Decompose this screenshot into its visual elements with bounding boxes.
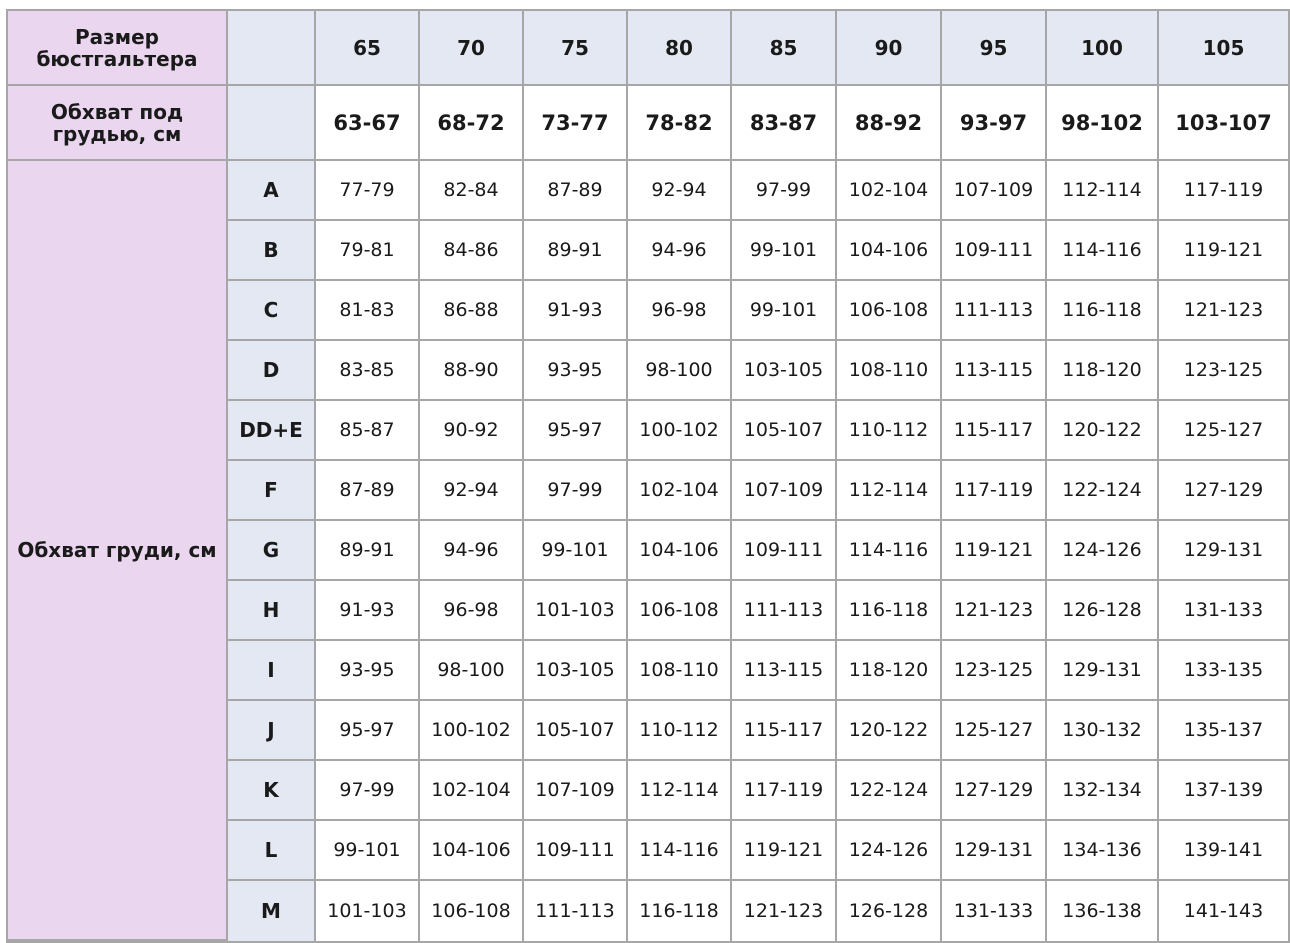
underbust-range-cell: 68-72: [420, 86, 524, 161]
chest-range-cell: 105-107: [732, 401, 837, 461]
underbust-row: [8, 86, 1288, 161]
chest-range-cell: 104-106: [837, 221, 942, 281]
chest-range-cell: 127-129: [942, 761, 1047, 821]
chest-range-cell: 121-123: [1159, 281, 1288, 341]
size-header-cell: 90: [837, 11, 942, 86]
chest-range-cell: 101-103: [316, 881, 420, 941]
size-header-cell: 80: [628, 11, 732, 86]
chest-range-cell: 125-127: [942, 701, 1047, 761]
cup-cell: G: [228, 521, 316, 581]
chest-range-cell: 91-93: [316, 581, 420, 641]
chest-range-cell: 79-81: [316, 221, 420, 281]
chest-range-cell: 103-105: [732, 341, 837, 401]
chest-range-cell: 124-126: [1047, 521, 1159, 581]
chest-range-cell: 95-97: [524, 401, 628, 461]
chest-range-cell: 114-116: [837, 521, 942, 581]
chest-range-cell: 114-116: [1047, 221, 1159, 281]
underbust-range-cell: 103-107: [1159, 86, 1288, 161]
chest-range-cell: 91-93: [524, 281, 628, 341]
chest-range-cell: 86-88: [420, 281, 524, 341]
size-header-cell: 105: [1159, 11, 1288, 86]
chest-range-cell: 122-124: [1047, 461, 1159, 521]
chest-range-cell: 105-107: [524, 701, 628, 761]
chest-range-cell: 108-110: [628, 641, 732, 701]
chest-range-cell: 137-139: [1159, 761, 1288, 821]
chest-range-cell: 131-133: [1159, 581, 1288, 641]
chest-range-cell: 118-120: [1047, 341, 1159, 401]
chest-range-cell: 89-91: [316, 521, 420, 581]
chest-range-cell: 120-122: [1047, 401, 1159, 461]
chest-range-cell: 125-127: [1159, 401, 1288, 461]
chest-range-cell: 126-128: [1047, 581, 1159, 641]
chest-range-cell: 117-119: [942, 461, 1047, 521]
size-header-cell: 65: [316, 11, 420, 86]
chest-range-cell: 118-120: [837, 641, 942, 701]
chest-range-cell: 92-94: [420, 461, 524, 521]
chest-range-cell: 100-102: [420, 701, 524, 761]
chest-range-cell: 111-113: [524, 881, 628, 941]
chest-range-cell: 89-91: [524, 221, 628, 281]
cup-cell: K: [228, 761, 316, 821]
chest-range-cell: 113-115: [732, 641, 837, 701]
chest-range-cell: 129-131: [942, 821, 1047, 881]
chest-range-cell: 110-112: [628, 701, 732, 761]
chest-range-cell: 115-117: [942, 401, 1047, 461]
cup-cell: I: [228, 641, 316, 701]
chest-range-cell: 122-124: [837, 761, 942, 821]
chest-range-cell: 123-125: [1159, 341, 1288, 401]
chest-range-cell: 134-136: [1047, 821, 1159, 881]
cup-cell: DD+E: [228, 401, 316, 461]
chest-range-cell: 97-99: [732, 161, 837, 221]
chest-range-cell: 102-104: [420, 761, 524, 821]
cup-cell: B: [228, 221, 316, 281]
chest-range-cell: 132-134: [1047, 761, 1159, 821]
chest-range-cell: 95-97: [316, 701, 420, 761]
chest-range-cell: 106-108: [420, 881, 524, 941]
chest-range-cell: 107-109: [732, 461, 837, 521]
chest-range-cell: 93-95: [316, 641, 420, 701]
chest-range-cell: 96-98: [420, 581, 524, 641]
chest-range-cell: 94-96: [628, 221, 732, 281]
chest-range-cell: 87-89: [316, 461, 420, 521]
underbust-range-cell: 63-67: [316, 86, 420, 161]
chest-range-cell: 97-99: [524, 461, 628, 521]
chest-range-cell: 139-141: [1159, 821, 1288, 881]
chest-range-cell: 99-101: [732, 281, 837, 341]
table-row: [8, 161, 1288, 221]
chest-range-cell: 131-133: [942, 881, 1047, 941]
cup-cell: J: [228, 701, 316, 761]
chest-range-cell: 90-92: [420, 401, 524, 461]
cup-cell: F: [228, 461, 316, 521]
chest-range-cell: 116-118: [1047, 281, 1159, 341]
chest-range-cell: 110-112: [837, 401, 942, 461]
chest-range-cell: 120-122: [837, 701, 942, 761]
chest-range-cell: 124-126: [837, 821, 942, 881]
size-header-cell: 95: [942, 11, 1047, 86]
chest-range-cell: 104-106: [420, 821, 524, 881]
chest-range-cell: 108-110: [837, 341, 942, 401]
size-header-cell: 75: [524, 11, 628, 86]
cup-cell: H: [228, 581, 316, 641]
size-header-row: [8, 11, 1288, 86]
cup-cell: D: [228, 341, 316, 401]
chest-range-cell: 77-79: [316, 161, 420, 221]
chest-range-cell: 85-87: [316, 401, 420, 461]
chest-range-cell: 103-105: [524, 641, 628, 701]
chest-range-cell: 136-138: [1047, 881, 1159, 941]
bra-size-table: [6, 9, 1290, 943]
chest-range-cell: 104-106: [628, 521, 732, 581]
underbust-range-cell: 88-92: [837, 86, 942, 161]
chest-range-cell: 101-103: [524, 581, 628, 641]
underbust-range-cell: 78-82: [628, 86, 732, 161]
chest-range-cell: 96-98: [628, 281, 732, 341]
chest-range-cell: 126-128: [837, 881, 942, 941]
cup-cell: L: [228, 821, 316, 881]
chest-range-cell: 109-111: [524, 821, 628, 881]
chest-range-cell: 99-101: [732, 221, 837, 281]
chest-range-cell: 116-118: [837, 581, 942, 641]
cup-cell: A: [228, 161, 316, 221]
chest-range-cell: 107-109: [942, 161, 1047, 221]
chest-range-cell: 121-123: [942, 581, 1047, 641]
size-header-cell: 85: [732, 11, 837, 86]
chest-range-cell: 106-108: [628, 581, 732, 641]
chest-range-cell: 84-86: [420, 221, 524, 281]
chest-range-cell: 99-101: [316, 821, 420, 881]
chest-range-cell: 93-95: [524, 341, 628, 401]
chest-range-cell: 129-131: [1159, 521, 1288, 581]
chest-range-cell: 130-132: [1047, 701, 1159, 761]
chest-range-cell: 114-116: [628, 821, 732, 881]
header-blank-cell: [228, 11, 316, 86]
chest-range-cell: 135-137: [1159, 701, 1288, 761]
chest-range-cell: 111-113: [732, 581, 837, 641]
chest-range-cell: 113-115: [942, 341, 1047, 401]
chest-range-cell: 119-121: [1159, 221, 1288, 281]
chest-range-cell: 123-125: [942, 641, 1047, 701]
chest-range-cell: 107-109: [524, 761, 628, 821]
chest-range-cell: 127-129: [1159, 461, 1288, 521]
chest-range-cell: 98-100: [420, 641, 524, 701]
chest-range-cell: 121-123: [732, 881, 837, 941]
underbust-label: Обхват под грудью, см: [8, 86, 228, 161]
chest-range-cell: 119-121: [942, 521, 1047, 581]
chest-range-cell: 111-113: [942, 281, 1047, 341]
size-header-cell: 100: [1047, 11, 1159, 86]
underbust-range-cell: 83-87: [732, 86, 837, 161]
cup-cell: M: [228, 881, 316, 941]
chest-range-cell: 112-114: [628, 761, 732, 821]
chest-range-cell: 88-90: [420, 341, 524, 401]
chest-range-cell: 102-104: [628, 461, 732, 521]
chest-range-cell: 117-119: [732, 761, 837, 821]
chest-range-cell: 98-100: [628, 341, 732, 401]
chest-range-cell: 92-94: [628, 161, 732, 221]
chest-range-cell: 109-111: [942, 221, 1047, 281]
size-label: Размер бюстгальтера: [8, 11, 228, 86]
chest-range-cell: 119-121: [732, 821, 837, 881]
size-header-cell: 70: [420, 11, 524, 86]
chest-label: Обхват груди, см: [8, 161, 228, 941]
chest-range-cell: 100-102: [628, 401, 732, 461]
chest-range-cell: 116-118: [628, 881, 732, 941]
chest-range-cell: 106-108: [837, 281, 942, 341]
chest-range-cell: 112-114: [837, 461, 942, 521]
underbust-range-cell: 73-77: [524, 86, 628, 161]
chest-range-cell: 129-131: [1047, 641, 1159, 701]
chest-range-cell: 141-143: [1159, 881, 1288, 941]
chest-range-cell: 102-104: [837, 161, 942, 221]
underbust-range-cell: 98-102: [1047, 86, 1159, 161]
chest-range-cell: 81-83: [316, 281, 420, 341]
chest-range-cell: 117-119: [1159, 161, 1288, 221]
underbust-blank-cell: [228, 86, 316, 161]
chest-range-cell: 94-96: [420, 521, 524, 581]
chest-range-cell: 82-84: [420, 161, 524, 221]
chest-range-cell: 109-111: [732, 521, 837, 581]
chest-range-cell: 112-114: [1047, 161, 1159, 221]
chest-range-cell: 87-89: [524, 161, 628, 221]
underbust-range-cell: 93-97: [942, 86, 1047, 161]
cup-cell: C: [228, 281, 316, 341]
chest-range-cell: 115-117: [732, 701, 837, 761]
chest-range-cell: 99-101: [524, 521, 628, 581]
chest-range-cell: 97-99: [316, 761, 420, 821]
chest-range-cell: 133-135: [1159, 641, 1288, 701]
chest-range-cell: 83-85: [316, 341, 420, 401]
